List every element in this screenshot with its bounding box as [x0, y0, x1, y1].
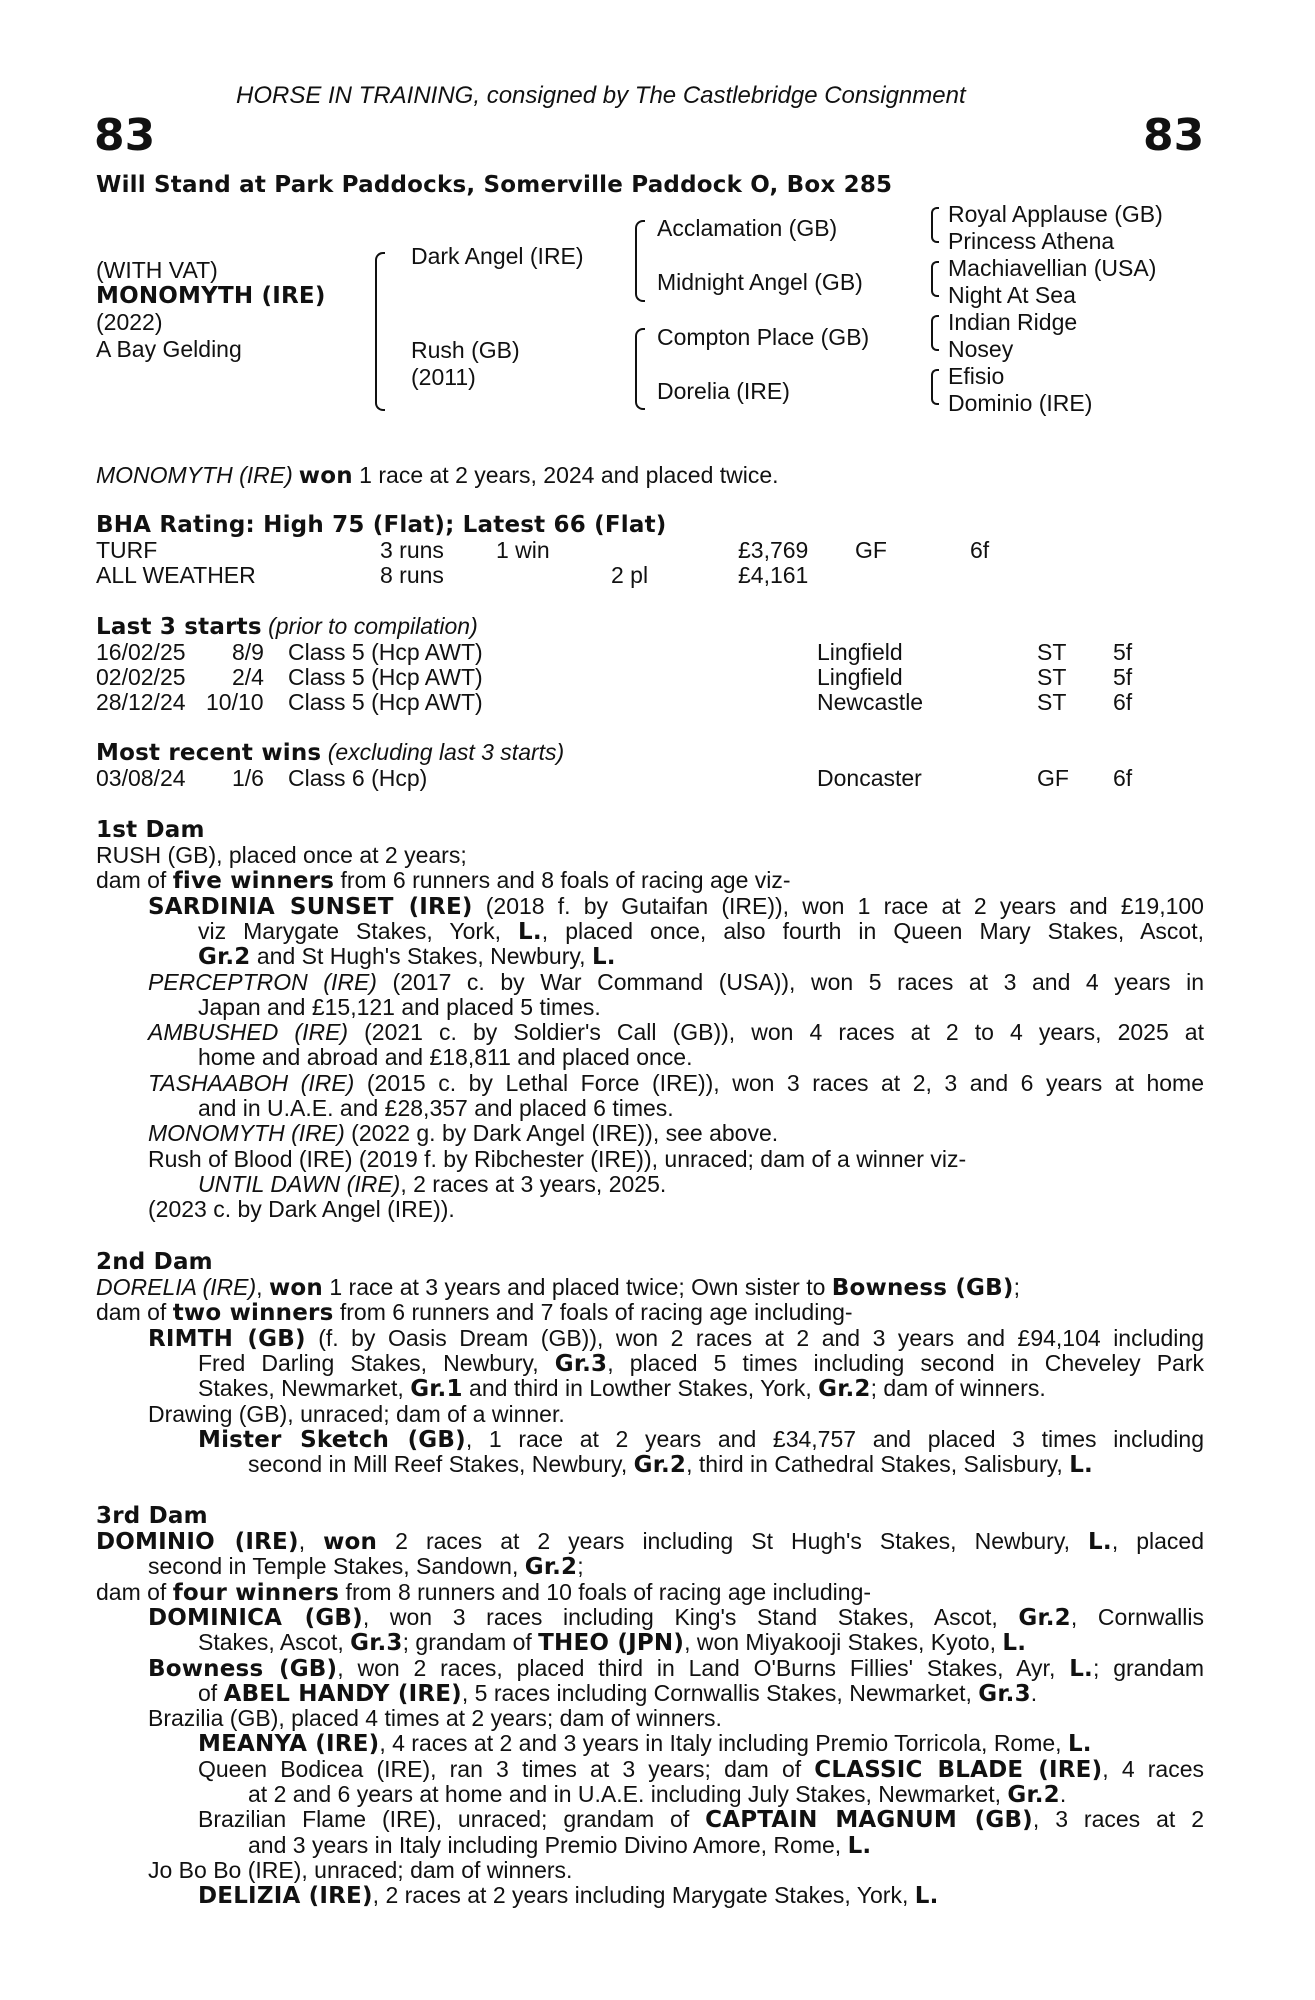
pedigree-brace [375, 252, 385, 411]
win-going: GF [1037, 765, 1069, 791]
pedigree-text-line [198, 1172, 1204, 1197]
pedigree-text-line [148, 1121, 1204, 1146]
text-run: , won Miyakooji Stakes, Kyoto, [684, 1629, 1003, 1656]
pedigree-text-line [96, 1275, 1204, 1301]
win-position: 1/6 [232, 765, 264, 791]
pedigree-text-line [198, 1096, 1204, 1121]
text-run: second in Mill Reef Stakes, Newbury, [248, 1451, 634, 1478]
bold-text: won [323, 1529, 378, 1555]
win-course: Doncaster [817, 765, 922, 791]
first-dam-title: 1st Dam [96, 817, 205, 843]
start-distance: 5f [1113, 639, 1133, 665]
pedigree-text-line [148, 1326, 1204, 1352]
text-run: (2017 c. by War Command (USA)), won 5 races at 3 and 4 years in [376, 968, 1204, 995]
pedigree-sire-sire: Acclamation (GB) [657, 215, 838, 241]
text-run: ; [1013, 1274, 1020, 1300]
text-run: and St Hugh's Stakes, Newbury, [250, 943, 592, 970]
text-run: dam of [96, 867, 173, 894]
text-run: , placed 5 times including second in Cheveley Park [607, 1349, 1205, 1376]
text-run: ; grandam of [402, 1629, 539, 1656]
start-going: ST [1037, 689, 1067, 715]
win-distance: 6f [1113, 765, 1133, 791]
text-run: . [1030, 1679, 1038, 1706]
text-run: RUSH (GB), placed once at 2 years; [96, 842, 467, 868]
text-run: Drawing (GB), unraced; dam of a winner. [148, 1400, 565, 1427]
pedigree-text-line [96, 843, 1204, 868]
pedigree-text-line [198, 1807, 1204, 1833]
pedigree-text-line [96, 1300, 1204, 1326]
start-distance: 5f [1113, 664, 1133, 690]
text-run: Jo Bo Bo (IRE), unraced; dam of winners. [148, 1856, 573, 1883]
rating-prize: £4,161 [738, 562, 809, 588]
bold-text: L. [518, 918, 542, 945]
vat-note: (WITH VAT) [96, 257, 218, 283]
start-class: Class 5 (Hcp AWT) [288, 639, 483, 665]
start-going: ST [1037, 639, 1067, 665]
rating-runs: 3 runs [380, 537, 444, 563]
bold-text: L. [1002, 1630, 1027, 1657]
text-run: , 2 races at 3 years, 2025. [400, 1170, 667, 1197]
bold-text: DOMINIO (IRE) [96, 1529, 299, 1555]
start-course: Lingfield [817, 639, 903, 665]
text-run: (2023 c. by Dark Angel (IRE)). [148, 1196, 455, 1223]
horse-description: A Bay Gelding [96, 336, 242, 362]
pedigree-text-line [96, 1580, 1204, 1606]
consignment-line: HORSE IN TRAINING, consigned by The Castlebridge Consignment [236, 82, 966, 109]
pedigree-text-line [198, 1731, 1204, 1757]
text-run: , placed once, also fourth in Queen Mary Stakes, Ascot, [541, 917, 1204, 944]
text-run: , [298, 1528, 324, 1554]
bold-text: L. [1088, 1529, 1112, 1555]
pedigree-text-line [148, 1605, 1204, 1631]
text-run: ; grandam [1092, 1654, 1204, 1681]
pedigree-text-line [96, 1529, 1204, 1555]
text-run: (2022 g. by Dark Angel (IRE)), see above. [344, 1120, 779, 1147]
pedigree-brace [931, 315, 939, 351]
start-distance: 6f [1113, 689, 1133, 715]
bold-text: Bowness (GB) [831, 1275, 1014, 1301]
bold-text: DELIZIA (IRE) [198, 1883, 373, 1910]
pedigree-text-line [148, 1706, 1204, 1731]
text-run: , 4 races at 2 and 3 years in Italy including Premio Torricola, Rome, [379, 1730, 1068, 1757]
text-run: Japan and £15,121 and placed 5 times. [198, 993, 601, 1020]
lot-number-left: 83 [94, 110, 156, 161]
text-run: , 3 races at 2 [1032, 1806, 1204, 1833]
bold-text: Gr.2 [1018, 1604, 1071, 1631]
text-run: , [256, 1274, 269, 1300]
last-starts-title: Last 3 starts [96, 614, 262, 640]
start-date: 02/02/25 [96, 664, 186, 690]
pedigree-brace [931, 261, 939, 297]
text-run: , 1 race at 2 years and £34,757 and placed 3 times including [465, 1425, 1205, 1452]
bold-text: Mister Sketch (GB) [198, 1426, 466, 1453]
pedigree-text-line [198, 919, 1204, 945]
bold-text: DOMINICA (GB) [148, 1604, 363, 1631]
text-run: of [198, 1679, 224, 1706]
third-dam-title: 3rd Dam [96, 1503, 208, 1529]
bold-text: THEO (JPN) [538, 1630, 685, 1657]
start-course: Newcastle [817, 689, 924, 715]
text-run: and in U.A.E. and £28,357 and placed 6 times. [198, 1095, 674, 1121]
bold-text: L. [847, 1832, 872, 1859]
rating-surface: ALL WEATHER [96, 562, 256, 588]
italic-text: MONOMYTH (IRE) [148, 1120, 345, 1147]
pedigree-text-line [198, 1376, 1204, 1402]
text-run: , 5 races including Cornwallis Stakes, Newmarket, [461, 1679, 979, 1706]
pedigree-brace [635, 220, 645, 302]
pedigree-ddd: Dominio (IRE) [948, 390, 1093, 416]
pedigree-sire: Dark Angel (IRE) [411, 243, 584, 269]
bha-rating-title: BHA Rating: High 75 (Flat); Latest 66 (Flat) [96, 512, 667, 538]
text-run: and 3 years in Italy including Premio Divino Amore, Rome, [248, 1831, 848, 1858]
summary-horse-name: MONOMYTH (IRE) [96, 462, 293, 488]
text-run: from 8 runners and 10 foals of racing age including- [339, 1578, 872, 1605]
rating-runs: 8 runs [380, 562, 444, 588]
bold-text: Gr.1 [410, 1376, 463, 1403]
pedigree-text-line [198, 944, 1204, 970]
text-run: , placed [1111, 1528, 1205, 1554]
text-run: from 6 runners and 8 foals of racing age viz- [334, 867, 791, 894]
pedigree-sdd: Night At Sea [948, 282, 1076, 308]
rating-prize: £3,769 [738, 537, 809, 563]
bold-text: Bowness (GB) [148, 1655, 338, 1682]
last-starts-heading [96, 614, 478, 640]
text-run: (2021 c. by Soldier's Call (GB)), won 4 races at 2 to 4 years, 2025 at [348, 1019, 1204, 1046]
pedigree-text-line [148, 1656, 1204, 1682]
text-run: at 2 and 6 years at home and in U.A.E. including July Stakes, Newmarket, [248, 1781, 1008, 1807]
italic-text: PERCEPTRON (IRE) [148, 968, 377, 995]
rating-placed: 2 pl [611, 562, 649, 588]
bold-text: four winners [172, 1579, 340, 1606]
text-run: Brazilian Flame (IRE), unraced; grandam of [198, 1806, 706, 1833]
bold-text: L. [1069, 1655, 1093, 1682]
bold-text: two winners [172, 1300, 334, 1327]
pedigree-text-line [148, 1020, 1204, 1045]
text-run: ; [577, 1553, 584, 1580]
rating-wins: 1 win [496, 537, 550, 563]
text-run: (f. by Oasis Dream (GB)), won 2 races at 2 and 3 years and £94,104 including [305, 1324, 1204, 1351]
pedigree-dsd: Nosey [948, 336, 1014, 362]
recent-wins-note: (excluding last 3 starts) [321, 739, 565, 765]
pedigree-sss: Royal Applause (GB) [948, 201, 1163, 227]
rating-surface: TURF [96, 537, 158, 563]
pedigree-dam: Rush (GB) [411, 337, 520, 363]
rating-going: GF [855, 537, 887, 563]
text-run: , 4 races [1102, 1755, 1204, 1782]
pedigree-text-line [198, 1045, 1204, 1070]
text-run: 1 race at 3 years and placed twice; Own sister to [322, 1274, 832, 1300]
text-run: . [1059, 1781, 1067, 1807]
lot-number-right: 83 [1143, 110, 1205, 161]
pedigree-text-line [148, 1197, 1204, 1222]
summary-text: 1 race at 2 years, 2024 and placed twice. [352, 462, 779, 488]
bold-text: five winners [172, 868, 335, 895]
start-position: 2/4 [232, 664, 264, 690]
bold-text: MEANYA (IRE) [198, 1731, 380, 1758]
bold-text: Gr.2 [524, 1554, 578, 1581]
stand-location: Will Stand at Park Paddocks, Somerville Paddock O, Box 285 [96, 172, 893, 198]
start-date: 28/12/24 [96, 689, 186, 715]
text-run: , Cornwallis [1070, 1603, 1205, 1630]
text-run: Stakes, Newmarket, [198, 1375, 411, 1402]
bold-text: RIMTH (GB) [148, 1325, 306, 1352]
rating-distance: 6f [970, 537, 990, 563]
win-date: 03/08/24 [96, 765, 186, 791]
pedigree-text-line [148, 894, 1204, 920]
summary-won: won [298, 463, 353, 489]
bold-text: Gr.2 [633, 1452, 687, 1479]
start-date: 16/02/25 [96, 639, 186, 665]
foaling-year: (2022) [96, 309, 163, 335]
bold-text: CAPTAIN MAGNUM (GB) [705, 1807, 1033, 1834]
pedigree-text-line [198, 1630, 1204, 1656]
pedigree-text-line [148, 1147, 1204, 1172]
text-run: dam of [96, 1578, 173, 1605]
text-run: home and abroad and £18,811 and placed once. [198, 1044, 693, 1071]
italic-text: UNTIL DAWN (IRE) [198, 1170, 401, 1197]
bold-text: L. [591, 944, 616, 971]
bold-text: Gr.2 [198, 944, 251, 971]
recent-wins-heading [96, 740, 564, 766]
bold-text: SARDINIA SUNSET (IRE) [148, 893, 473, 920]
horse-name: MONOMYTH (IRE) [96, 283, 326, 309]
start-class: Class 5 (Hcp AWT) [288, 664, 483, 690]
italic-text: DORELIA (IRE) [96, 1274, 257, 1300]
text-run: from 6 runners and 7 foals of racing age including- [333, 1299, 853, 1326]
pedigree-dss: Indian Ridge [948, 309, 1078, 335]
last-starts-note: (prior to compilation) [261, 613, 478, 639]
text-run: Fred Darling Stakes, Newbury, [198, 1349, 555, 1376]
text-run: , 2 races at 2 years including Marygate Stakes, York, [372, 1882, 915, 1909]
text-run: dam of [96, 1299, 173, 1326]
pedigree-brace [635, 328, 645, 410]
recent-wins-title: Most recent wins [96, 740, 322, 766]
bold-text: won [268, 1275, 323, 1301]
text-run: viz Marygate Stakes, York, [198, 917, 518, 944]
text-run: second in Temple Stakes, Sandown, [148, 1553, 525, 1580]
pedigree-text-line [248, 1782, 1204, 1808]
pedigree-brace [931, 207, 939, 243]
start-course: Lingfield [817, 664, 903, 690]
pedigree-text-line [198, 1427, 1204, 1453]
pedigree-brace [931, 369, 939, 405]
text-run: Brazilia (GB), placed 4 times at 2 years; dam of winners. [148, 1705, 722, 1732]
text-run: and third in Lowther Stakes, York, [462, 1375, 819, 1402]
start-position: 10/10 [206, 689, 264, 715]
text-run: Rush of Blood (IRE) (2019 f. by Ribchester (IRE)), unraced; dam of a winner viz- [148, 1145, 967, 1172]
bold-text: L. [1069, 1452, 1093, 1479]
pedigree-text-line [148, 970, 1204, 995]
bold-text: Gr.3 [350, 1630, 403, 1657]
start-going: ST [1037, 664, 1067, 690]
bold-text: ABEL HANDY (IRE) [223, 1680, 462, 1707]
pedigree-text-line [148, 1071, 1204, 1096]
text-run: (2018 f. by Gutaifan (IRE)), won 1 race at 2 years and £19,100 [472, 892, 1204, 919]
bold-text: Gr.3 [978, 1680, 1031, 1707]
start-position: 8/9 [232, 639, 264, 665]
pedigree-text-line [148, 1402, 1204, 1427]
bold-text: Gr.2 [1007, 1782, 1060, 1808]
bold-text: CLASSIC BLADE (IRE) [814, 1756, 1103, 1783]
pedigree-sds: Machiavellian (USA) [948, 255, 1157, 281]
italic-text: TASHAABOH (IRE) [148, 1069, 355, 1096]
bold-text: Gr.3 [554, 1350, 608, 1377]
race-summary [96, 463, 779, 489]
pedigree-text-line [198, 1883, 1204, 1909]
win-class: Class 6 (Hcp) [288, 765, 428, 791]
pedigree-text-line [198, 995, 1204, 1020]
italic-text: AMBUSHED (IRE) [148, 1019, 349, 1046]
pedigree-text-line [96, 868, 1204, 894]
pedigree-dam-year: (2011) [411, 364, 476, 390]
pedigree-text-line [198, 1757, 1204, 1783]
pedigree-sire-dam: Midnight Angel (GB) [657, 269, 863, 295]
bold-text: L. [914, 1883, 939, 1910]
pedigree-ssd: Princess Athena [948, 228, 1115, 254]
text-run: 2 races at 2 years including St Hugh's Stakes, Newbury, [377, 1528, 1089, 1554]
pedigree-text-line [248, 1833, 1204, 1859]
text-run: Queen Bodicea (IRE), ran 3 times at 3 years; dam of [198, 1755, 815, 1782]
pedigree-dds: Efisio [948, 363, 1005, 389]
text-run: Stakes, Ascot, [198, 1629, 351, 1656]
second-dam-title: 2nd Dam [96, 1249, 213, 1275]
text-run: (2015 c. by Lethal Force (IRE)), won 3 races at 2, 3 and 6 years at home [354, 1069, 1204, 1096]
text-run: , won 3 races including King's Stand Stakes, Ascot, [362, 1603, 1019, 1630]
pedigree-text-line [198, 1681, 1204, 1707]
text-run: , third in Cathedral Stakes, Salisbury, [686, 1451, 1070, 1478]
bold-text: Gr.2 [818, 1376, 871, 1403]
text-run: ; dam of winners. [870, 1375, 1046, 1402]
pedigree-text-line [198, 1351, 1204, 1377]
text-run: , won 2 races, placed third in Land O'Burns Fillies' Stakes, Ayr, [337, 1654, 1070, 1681]
pedigree-text-line [248, 1452, 1204, 1478]
bold-text: L. [1067, 1731, 1092, 1758]
pedigree-text-line [148, 1858, 1204, 1883]
pedigree-dam-dam: Dorelia (IRE) [657, 378, 790, 404]
pedigree-text-line [148, 1554, 1204, 1580]
start-class: Class 5 (Hcp AWT) [288, 689, 483, 715]
pedigree-dam-sire: Compton Place (GB) [657, 324, 870, 350]
